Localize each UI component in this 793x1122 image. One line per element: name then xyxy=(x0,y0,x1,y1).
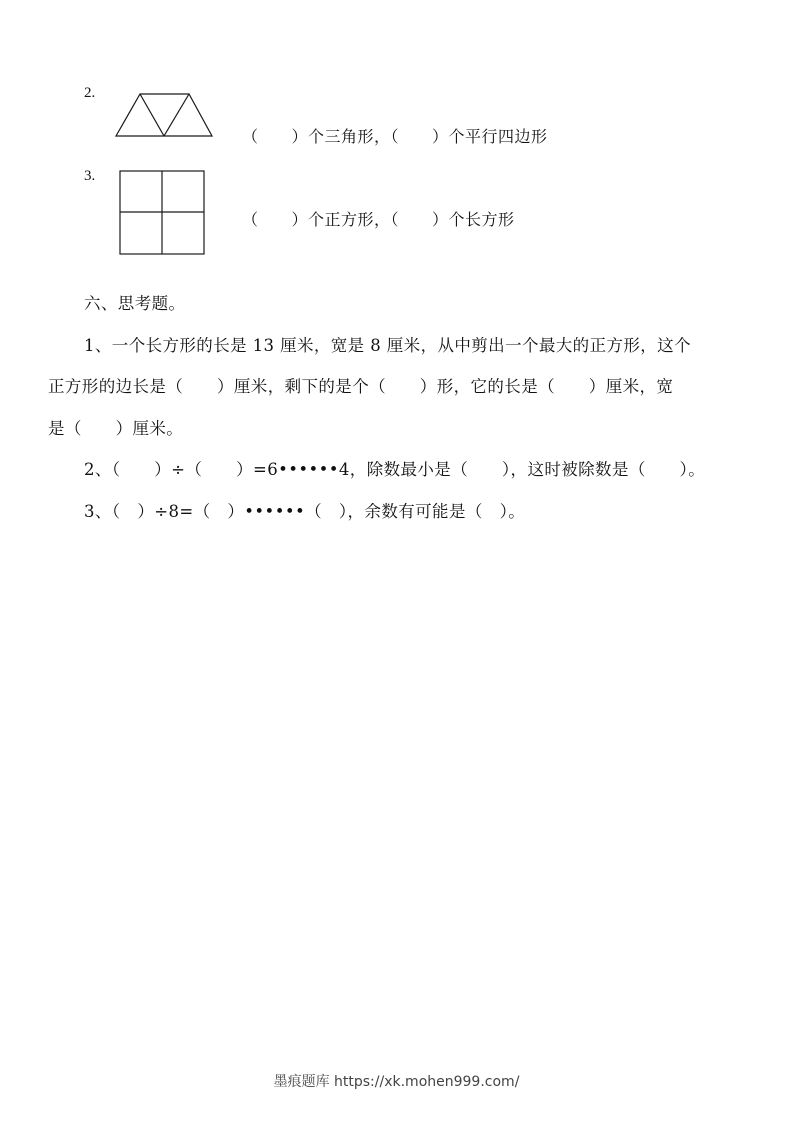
question-3: 3、（ ）÷8=（ ）••••••（ ），余数有可能是（ ）。 xyxy=(84,502,526,521)
footer-watermark: 墨痕题库 https://xk.mohen999.com/ xyxy=(273,1074,520,1090)
problem-3-answer: （ ）个正方形，（ ）个长方形 xyxy=(242,210,515,229)
problem-3-number: 3. xyxy=(84,168,96,184)
question-1-line-2: 正方形的边长是（ ）厘米，剩下的是个（ ）形，它的长是（ ）厘米，宽 xyxy=(48,377,674,396)
question-1-line-3: 是（ ）厘米。 xyxy=(48,419,184,438)
square-grid-figure xyxy=(0,0,793,300)
section-6-heading: 六、思考题。 xyxy=(84,294,186,313)
question-1-line-1: 1、一个长方形的长是 13 厘米，宽是 8 厘米，从中剪出一个最大的正方形，这个 xyxy=(84,336,691,355)
problem-2-answer: （ ）个三角形，（ ）个平行四边形 xyxy=(242,127,548,146)
question-2: 2、（ ）÷（ ）=6••••••4，除数最小是（ ），这时被除数是（ ）。 xyxy=(84,460,706,479)
problem-2-number: 2. xyxy=(84,85,96,101)
